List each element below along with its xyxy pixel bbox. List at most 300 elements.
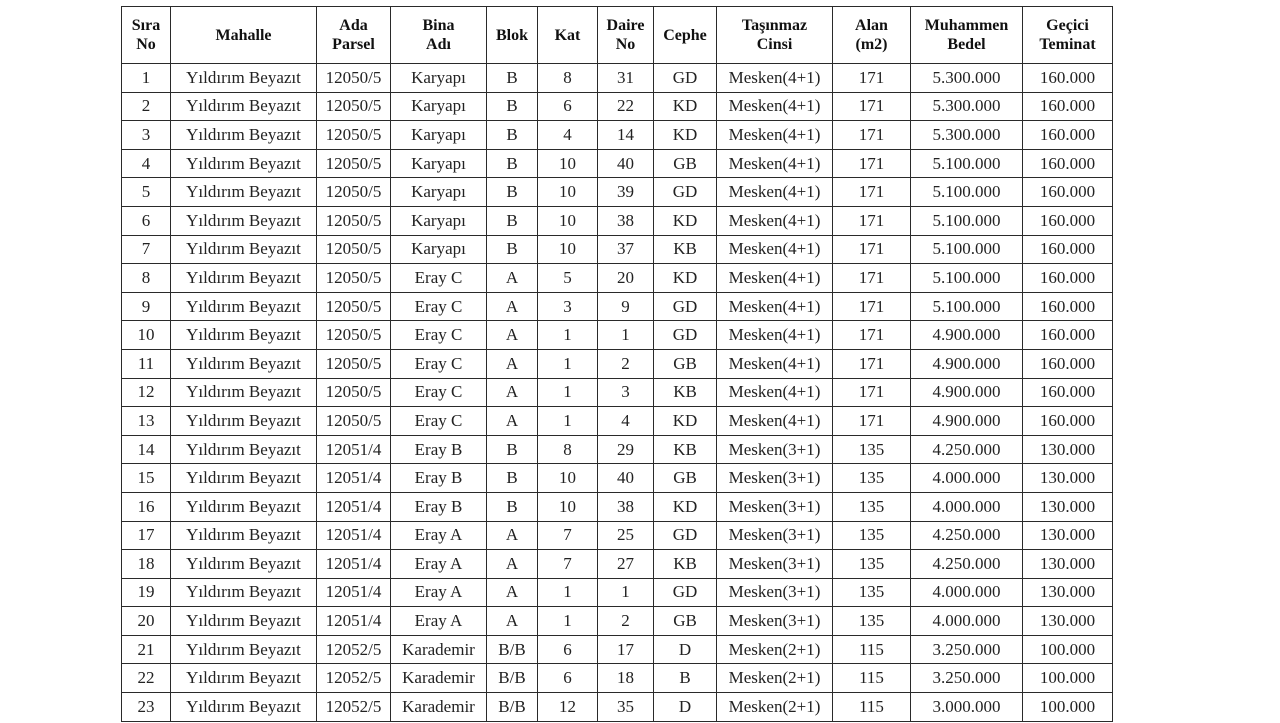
cell-muhammen-bedel: 3.250.000 bbox=[911, 635, 1023, 664]
cell-daire-no: 29 bbox=[598, 435, 654, 464]
cell-bina-adi: Eray C bbox=[391, 264, 487, 293]
cell-ada-parsel: 12052/5 bbox=[317, 635, 391, 664]
cell-blok: A bbox=[487, 521, 538, 550]
cell-mahalle: Yıldırım Beyazıt bbox=[171, 664, 317, 693]
cell-sira-no: 17 bbox=[122, 521, 171, 550]
cell-tasinmaz-cinsi: Mesken(3+1) bbox=[717, 464, 833, 493]
table-row bbox=[122, 407, 1113, 436]
cell-daire-no: 40 bbox=[598, 149, 654, 178]
table-row bbox=[122, 521, 1113, 550]
cell-mahalle: Yıldırım Beyazıt bbox=[171, 64, 317, 93]
cell-kat: 1 bbox=[538, 407, 598, 436]
table-row bbox=[122, 435, 1113, 464]
cell-mahalle: Yıldırım Beyazıt bbox=[171, 578, 317, 607]
cell-mahalle: Yıldırım Beyazıt bbox=[171, 378, 317, 407]
cell-cephe: KD bbox=[654, 92, 717, 121]
cell-alan: 171 bbox=[833, 206, 911, 235]
column-header-mahalle bbox=[171, 7, 317, 64]
cell-alan: 171 bbox=[833, 292, 911, 321]
cell-muhammen-bedel: 4.000.000 bbox=[911, 492, 1023, 521]
cell-sira-no: 18 bbox=[122, 550, 171, 579]
cell-kat: 10 bbox=[538, 149, 598, 178]
cell-alan: 135 bbox=[833, 521, 911, 550]
cell-sira-no: 9 bbox=[122, 292, 171, 321]
cell-ada-parsel: 12052/5 bbox=[317, 664, 391, 693]
cell-muhammen-bedel: 4.900.000 bbox=[911, 378, 1023, 407]
cell-cephe: KB bbox=[654, 550, 717, 579]
column-header-line: Muhammen bbox=[924, 17, 1009, 34]
cell-bina-adi: Eray A bbox=[391, 578, 487, 607]
cell-mahalle: Yıldırım Beyazıt bbox=[171, 435, 317, 464]
cell-sira-no: 16 bbox=[122, 492, 171, 521]
cell-ada-parsel: 12051/4 bbox=[317, 464, 391, 493]
table-body bbox=[122, 64, 1113, 722]
cell-alan: 171 bbox=[833, 235, 911, 264]
cell-mahalle: Yıldırım Beyazıt bbox=[171, 149, 317, 178]
cell-sira-no: 7 bbox=[122, 235, 171, 264]
cell-tasinmaz-cinsi: Mesken(3+1) bbox=[717, 550, 833, 579]
cell-alan: 171 bbox=[833, 378, 911, 407]
column-header-kat bbox=[538, 7, 598, 64]
cell-sira-no: 10 bbox=[122, 321, 171, 350]
cell-gecici-teminat: 160.000 bbox=[1023, 92, 1113, 121]
cell-tasinmaz-cinsi: Mesken(4+1) bbox=[717, 206, 833, 235]
cell-sira-no: 11 bbox=[122, 349, 171, 378]
cell-cephe: KB bbox=[654, 235, 717, 264]
cell-bina-adi: Eray A bbox=[391, 550, 487, 579]
cell-gecici-teminat: 130.000 bbox=[1023, 607, 1113, 636]
cell-cephe: GD bbox=[654, 292, 717, 321]
cell-daire-no: 9 bbox=[598, 292, 654, 321]
cell-kat: 6 bbox=[538, 635, 598, 664]
cell-tasinmaz-cinsi: Mesken(2+1) bbox=[717, 693, 833, 722]
cell-mahalle: Yıldırım Beyazıt bbox=[171, 407, 317, 436]
column-header-line: Teminat bbox=[1039, 36, 1096, 53]
column-header-line: Cinsi bbox=[756, 36, 793, 53]
cell-muhammen-bedel: 5.100.000 bbox=[911, 206, 1023, 235]
cell-blok: A bbox=[487, 407, 538, 436]
cell-tasinmaz-cinsi: Mesken(4+1) bbox=[717, 407, 833, 436]
table-row bbox=[122, 664, 1113, 693]
column-header-alan bbox=[833, 7, 911, 64]
cell-ada-parsel: 12051/4 bbox=[317, 550, 391, 579]
cell-bina-adi: Karyapı bbox=[391, 235, 487, 264]
table-row bbox=[122, 550, 1113, 579]
cell-bina-adi: Karyapı bbox=[391, 206, 487, 235]
cell-ada-parsel: 12050/5 bbox=[317, 235, 391, 264]
cell-bina-adi: Eray B bbox=[391, 492, 487, 521]
cell-muhammen-bedel: 5.100.000 bbox=[911, 292, 1023, 321]
cell-cephe: KD bbox=[654, 407, 717, 436]
cell-mahalle: Yıldırım Beyazıt bbox=[171, 121, 317, 150]
cell-blok: B/B bbox=[487, 664, 538, 693]
cell-daire-no: 2 bbox=[598, 349, 654, 378]
cell-blok: B bbox=[487, 178, 538, 207]
cell-muhammen-bedel: 5.100.000 bbox=[911, 235, 1023, 264]
cell-mahalle: Yıldırım Beyazıt bbox=[171, 92, 317, 121]
cell-blok: B bbox=[487, 206, 538, 235]
cell-daire-no: 1 bbox=[598, 321, 654, 350]
cell-gecici-teminat: 130.000 bbox=[1023, 550, 1113, 579]
cell-daire-no: 38 bbox=[598, 206, 654, 235]
cell-gecici-teminat: 160.000 bbox=[1023, 378, 1113, 407]
column-header-line: No bbox=[136, 36, 156, 53]
cell-daire-no: 37 bbox=[598, 235, 654, 264]
cell-cephe: GD bbox=[654, 578, 717, 607]
cell-tasinmaz-cinsi: Mesken(4+1) bbox=[717, 178, 833, 207]
table-row bbox=[122, 349, 1113, 378]
header-row bbox=[122, 7, 1113, 64]
column-header-line: Cephe bbox=[663, 26, 707, 44]
cell-kat: 10 bbox=[538, 492, 598, 521]
cell-ada-parsel: 12052/5 bbox=[317, 693, 391, 722]
cell-cephe: GD bbox=[654, 64, 717, 93]
cell-mahalle: Yıldırım Beyazıt bbox=[171, 264, 317, 293]
cell-muhammen-bedel: 5.300.000 bbox=[911, 92, 1023, 121]
cell-gecici-teminat: 160.000 bbox=[1023, 321, 1113, 350]
cell-gecici-teminat: 100.000 bbox=[1023, 693, 1113, 722]
cell-alan: 171 bbox=[833, 407, 911, 436]
cell-tasinmaz-cinsi: Mesken(3+1) bbox=[717, 578, 833, 607]
cell-bina-adi: Eray A bbox=[391, 521, 487, 550]
cell-cephe: GD bbox=[654, 178, 717, 207]
cell-kat: 10 bbox=[538, 235, 598, 264]
cell-bina-adi: Karyapı bbox=[391, 64, 487, 93]
cell-muhammen-bedel: 5.100.000 bbox=[911, 264, 1023, 293]
cell-kat: 6 bbox=[538, 92, 598, 121]
cell-ada-parsel: 12050/5 bbox=[317, 292, 391, 321]
table-row bbox=[122, 492, 1113, 521]
cell-gecici-teminat: 130.000 bbox=[1023, 492, 1113, 521]
cell-ada-parsel: 12050/5 bbox=[317, 349, 391, 378]
cell-kat: 7 bbox=[538, 550, 598, 579]
cell-blok: A bbox=[487, 292, 538, 321]
table-header bbox=[122, 7, 1113, 64]
cell-mahalle: Yıldırım Beyazıt bbox=[171, 235, 317, 264]
cell-mahalle: Yıldırım Beyazıt bbox=[171, 178, 317, 207]
cell-sira-no: 1 bbox=[122, 64, 171, 93]
table-row bbox=[122, 235, 1113, 264]
column-header-sira-no bbox=[122, 7, 171, 64]
cell-blok: B/B bbox=[487, 635, 538, 664]
column-header-bina-adi bbox=[391, 7, 487, 64]
table-row bbox=[122, 378, 1113, 407]
cell-gecici-teminat: 160.000 bbox=[1023, 149, 1113, 178]
cell-mahalle: Yıldırım Beyazıt bbox=[171, 550, 317, 579]
cell-blok: A bbox=[487, 349, 538, 378]
table-row bbox=[122, 292, 1113, 321]
cell-bina-adi: Karyapı bbox=[391, 92, 487, 121]
cell-ada-parsel: 12051/4 bbox=[317, 521, 391, 550]
cell-ada-parsel: 12050/5 bbox=[317, 378, 391, 407]
cell-muhammen-bedel: 5.300.000 bbox=[911, 64, 1023, 93]
cell-sira-no: 15 bbox=[122, 464, 171, 493]
cell-mahalle: Yıldırım Beyazıt bbox=[171, 349, 317, 378]
cell-blok: A bbox=[487, 578, 538, 607]
cell-gecici-teminat: 160.000 bbox=[1023, 235, 1113, 264]
cell-daire-no: 22 bbox=[598, 92, 654, 121]
table-row bbox=[122, 607, 1113, 636]
cell-kat: 10 bbox=[538, 178, 598, 207]
cell-alan: 171 bbox=[833, 121, 911, 150]
cell-cephe: GB bbox=[654, 464, 717, 493]
cell-cephe: B bbox=[654, 664, 717, 693]
cell-cephe: KB bbox=[654, 435, 717, 464]
cell-alan: 135 bbox=[833, 607, 911, 636]
cell-alan: 171 bbox=[833, 264, 911, 293]
cell-tasinmaz-cinsi: Mesken(4+1) bbox=[717, 64, 833, 93]
cell-ada-parsel: 12050/5 bbox=[317, 178, 391, 207]
cell-tasinmaz-cinsi: Mesken(2+1) bbox=[717, 635, 833, 664]
cell-mahalle: Yıldırım Beyazıt bbox=[171, 321, 317, 350]
cell-gecici-teminat: 130.000 bbox=[1023, 578, 1113, 607]
column-header-line: Bedel bbox=[947, 36, 986, 53]
cell-sira-no: 8 bbox=[122, 264, 171, 293]
cell-blok: B bbox=[487, 149, 538, 178]
cell-alan: 171 bbox=[833, 92, 911, 121]
column-header-line: Mahalle bbox=[215, 26, 272, 44]
table-row bbox=[122, 121, 1113, 150]
column-header-gecici-teminat bbox=[1023, 7, 1113, 64]
cell-muhammen-bedel: 3.250.000 bbox=[911, 664, 1023, 693]
cell-kat: 10 bbox=[538, 464, 598, 493]
cell-kat: 1 bbox=[538, 607, 598, 636]
cell-sira-no: 5 bbox=[122, 178, 171, 207]
cell-gecici-teminat: 130.000 bbox=[1023, 521, 1113, 550]
cell-muhammen-bedel: 4.000.000 bbox=[911, 607, 1023, 636]
cell-muhammen-bedel: 4.900.000 bbox=[911, 407, 1023, 436]
cell-alan: 135 bbox=[833, 464, 911, 493]
cell-cephe: KD bbox=[654, 121, 717, 150]
cell-sira-no: 4 bbox=[122, 149, 171, 178]
cell-bina-adi: Eray C bbox=[391, 321, 487, 350]
cell-muhammen-bedel: 4.000.000 bbox=[911, 464, 1023, 493]
cell-ada-parsel: 12050/5 bbox=[317, 121, 391, 150]
table-row bbox=[122, 64, 1113, 93]
cell-daire-no: 40 bbox=[598, 464, 654, 493]
cell-blok: B bbox=[487, 435, 538, 464]
cell-mahalle: Yıldırım Beyazıt bbox=[171, 521, 317, 550]
cell-gecici-teminat: 160.000 bbox=[1023, 178, 1113, 207]
cell-daire-no: 17 bbox=[598, 635, 654, 664]
cell-bina-adi: Eray C bbox=[391, 349, 487, 378]
column-header-ada-parsel bbox=[317, 7, 391, 64]
column-header-line: Blok bbox=[495, 26, 528, 44]
cell-bina-adi: Eray B bbox=[391, 435, 487, 464]
cell-muhammen-bedel: 3.000.000 bbox=[911, 693, 1023, 722]
cell-tasinmaz-cinsi: Mesken(4+1) bbox=[717, 149, 833, 178]
cell-gecici-teminat: 130.000 bbox=[1023, 435, 1113, 464]
cell-alan: 115 bbox=[833, 693, 911, 722]
cell-bina-adi: Eray A bbox=[391, 607, 487, 636]
cell-daire-no: 25 bbox=[598, 521, 654, 550]
cell-tasinmaz-cinsi: Mesken(3+1) bbox=[717, 492, 833, 521]
cell-blok: A bbox=[487, 550, 538, 579]
cell-tasinmaz-cinsi: Mesken(4+1) bbox=[717, 264, 833, 293]
cell-alan: 135 bbox=[833, 435, 911, 464]
cell-blok: B bbox=[487, 235, 538, 264]
table-row bbox=[122, 92, 1113, 121]
cell-alan: 115 bbox=[833, 664, 911, 693]
cell-kat: 1 bbox=[538, 378, 598, 407]
cell-gecici-teminat: 160.000 bbox=[1023, 264, 1113, 293]
cell-sira-no: 20 bbox=[122, 607, 171, 636]
cell-cephe: D bbox=[654, 635, 717, 664]
cell-blok: A bbox=[487, 378, 538, 407]
cell-muhammen-bedel: 5.100.000 bbox=[911, 149, 1023, 178]
cell-kat: 1 bbox=[538, 349, 598, 378]
cell-gecici-teminat: 100.000 bbox=[1023, 664, 1113, 693]
column-header-line: Geçici bbox=[1046, 17, 1089, 34]
cell-alan: 115 bbox=[833, 635, 911, 664]
cell-daire-no: 20 bbox=[598, 264, 654, 293]
cell-mahalle: Yıldırım Beyazıt bbox=[171, 693, 317, 722]
cell-bina-adi: Karademir bbox=[391, 664, 487, 693]
cell-bina-adi: Karyapı bbox=[391, 178, 487, 207]
cell-blok: B bbox=[487, 64, 538, 93]
cell-tasinmaz-cinsi: Mesken(3+1) bbox=[717, 607, 833, 636]
column-header-tasinmaz-cinsi bbox=[717, 7, 833, 64]
cell-tasinmaz-cinsi: Mesken(4+1) bbox=[717, 321, 833, 350]
cell-bina-adi: Eray C bbox=[391, 407, 487, 436]
cell-tasinmaz-cinsi: Mesken(2+1) bbox=[717, 664, 833, 693]
cell-cephe: KB bbox=[654, 378, 717, 407]
cell-ada-parsel: 12050/5 bbox=[317, 321, 391, 350]
cell-kat: 1 bbox=[538, 321, 598, 350]
cell-alan: 171 bbox=[833, 64, 911, 93]
cell-sira-no: 3 bbox=[122, 121, 171, 150]
cell-gecici-teminat: 160.000 bbox=[1023, 407, 1113, 436]
cell-tasinmaz-cinsi: Mesken(4+1) bbox=[717, 92, 833, 121]
cell-cephe: KD bbox=[654, 264, 717, 293]
cell-ada-parsel: 12051/4 bbox=[317, 435, 391, 464]
cell-gecici-teminat: 130.000 bbox=[1023, 464, 1113, 493]
cell-tasinmaz-cinsi: Mesken(4+1) bbox=[717, 235, 833, 264]
cell-muhammen-bedel: 4.000.000 bbox=[911, 578, 1023, 607]
column-header-line: Taşınmaz bbox=[741, 17, 808, 34]
column-header-muhammen-bedel bbox=[911, 7, 1023, 64]
cell-ada-parsel: 12050/5 bbox=[317, 407, 391, 436]
cell-sira-no: 6 bbox=[122, 206, 171, 235]
cell-sira-no: 21 bbox=[122, 635, 171, 664]
cell-bina-adi: Karademir bbox=[391, 693, 487, 722]
cell-blok: B bbox=[487, 492, 538, 521]
cell-alan: 171 bbox=[833, 178, 911, 207]
cell-gecici-teminat: 160.000 bbox=[1023, 349, 1113, 378]
column-header-line: (m2) bbox=[855, 36, 888, 53]
column-header-line: Parsel bbox=[332, 36, 375, 53]
cell-blok: B bbox=[487, 464, 538, 493]
table-row bbox=[122, 578, 1113, 607]
cell-sira-no: 13 bbox=[122, 407, 171, 436]
cell-muhammen-bedel: 4.900.000 bbox=[911, 321, 1023, 350]
cell-gecici-teminat: 160.000 bbox=[1023, 292, 1113, 321]
cell-sira-no: 22 bbox=[122, 664, 171, 693]
cell-daire-no: 3 bbox=[598, 378, 654, 407]
cell-daire-no: 2 bbox=[598, 607, 654, 636]
cell-alan: 171 bbox=[833, 321, 911, 350]
column-header-blok bbox=[487, 7, 538, 64]
cell-muhammen-bedel: 5.100.000 bbox=[911, 178, 1023, 207]
cell-daire-no: 39 bbox=[598, 178, 654, 207]
cell-bina-adi: Eray C bbox=[391, 378, 487, 407]
table-row bbox=[122, 464, 1113, 493]
cell-bina-adi: Eray B bbox=[391, 464, 487, 493]
column-header-line: Daire bbox=[606, 17, 645, 34]
cell-ada-parsel: 12050/5 bbox=[317, 206, 391, 235]
cell-mahalle: Yıldırım Beyazıt bbox=[171, 292, 317, 321]
cell-blok: B bbox=[487, 92, 538, 121]
cell-kat: 4 bbox=[538, 121, 598, 150]
cell-cephe: GD bbox=[654, 521, 717, 550]
cell-muhammen-bedel: 5.300.000 bbox=[911, 121, 1023, 150]
cell-sira-no: 23 bbox=[122, 693, 171, 722]
table-row bbox=[122, 206, 1113, 235]
cell-cephe: D bbox=[654, 693, 717, 722]
column-header-cephe bbox=[654, 7, 717, 64]
table-row bbox=[122, 149, 1113, 178]
table-row bbox=[122, 321, 1113, 350]
cell-blok: A bbox=[487, 321, 538, 350]
column-header-line: No bbox=[615, 36, 636, 53]
cell-mahalle: Yıldırım Beyazıt bbox=[171, 607, 317, 636]
cell-gecici-teminat: 100.000 bbox=[1023, 635, 1113, 664]
cell-bina-adi: Karyapı bbox=[391, 149, 487, 178]
cell-kat: 8 bbox=[538, 435, 598, 464]
cell-blok: B bbox=[487, 121, 538, 150]
column-header-line: Alan bbox=[855, 17, 888, 34]
cell-mahalle: Yıldırım Beyazıt bbox=[171, 492, 317, 521]
cell-mahalle: Yıldırım Beyazıt bbox=[171, 635, 317, 664]
cell-gecici-teminat: 160.000 bbox=[1023, 206, 1113, 235]
cell-bina-adi: Eray C bbox=[391, 292, 487, 321]
table-row bbox=[122, 178, 1113, 207]
cell-ada-parsel: 12050/5 bbox=[317, 149, 391, 178]
cell-ada-parsel: 12050/5 bbox=[317, 64, 391, 93]
column-header-line: Sıra bbox=[131, 17, 161, 34]
cell-bina-adi: Karademir bbox=[391, 635, 487, 664]
cell-alan: 171 bbox=[833, 149, 911, 178]
cell-mahalle: Yıldırım Beyazıt bbox=[171, 206, 317, 235]
cell-sira-no: 2 bbox=[122, 92, 171, 121]
cell-gecici-teminat: 160.000 bbox=[1023, 121, 1113, 150]
cell-ada-parsel: 12050/5 bbox=[317, 92, 391, 121]
cell-muhammen-bedel: 4.250.000 bbox=[911, 521, 1023, 550]
table-row bbox=[122, 693, 1113, 722]
cell-kat: 6 bbox=[538, 664, 598, 693]
cell-kat: 12 bbox=[538, 693, 598, 722]
property-auction-table bbox=[121, 6, 1113, 722]
cell-tasinmaz-cinsi: Mesken(4+1) bbox=[717, 378, 833, 407]
cell-alan: 171 bbox=[833, 349, 911, 378]
cell-tasinmaz-cinsi: Mesken(4+1) bbox=[717, 349, 833, 378]
table-row bbox=[122, 264, 1113, 293]
cell-daire-no: 31 bbox=[598, 64, 654, 93]
cell-muhammen-bedel: 4.900.000 bbox=[911, 349, 1023, 378]
column-header-line: Kat bbox=[554, 26, 581, 44]
cell-kat: 8 bbox=[538, 64, 598, 93]
cell-daire-no: 1 bbox=[598, 578, 654, 607]
cell-daire-no: 18 bbox=[598, 664, 654, 693]
table-row bbox=[122, 635, 1113, 664]
column-header-daire-no bbox=[598, 7, 654, 64]
cell-cephe: GB bbox=[654, 149, 717, 178]
cell-tasinmaz-cinsi: Mesken(3+1) bbox=[717, 435, 833, 464]
cell-tasinmaz-cinsi: Mesken(3+1) bbox=[717, 521, 833, 550]
cell-ada-parsel: 12050/5 bbox=[317, 264, 391, 293]
cell-kat: 7 bbox=[538, 521, 598, 550]
cell-muhammen-bedel: 4.250.000 bbox=[911, 550, 1023, 579]
